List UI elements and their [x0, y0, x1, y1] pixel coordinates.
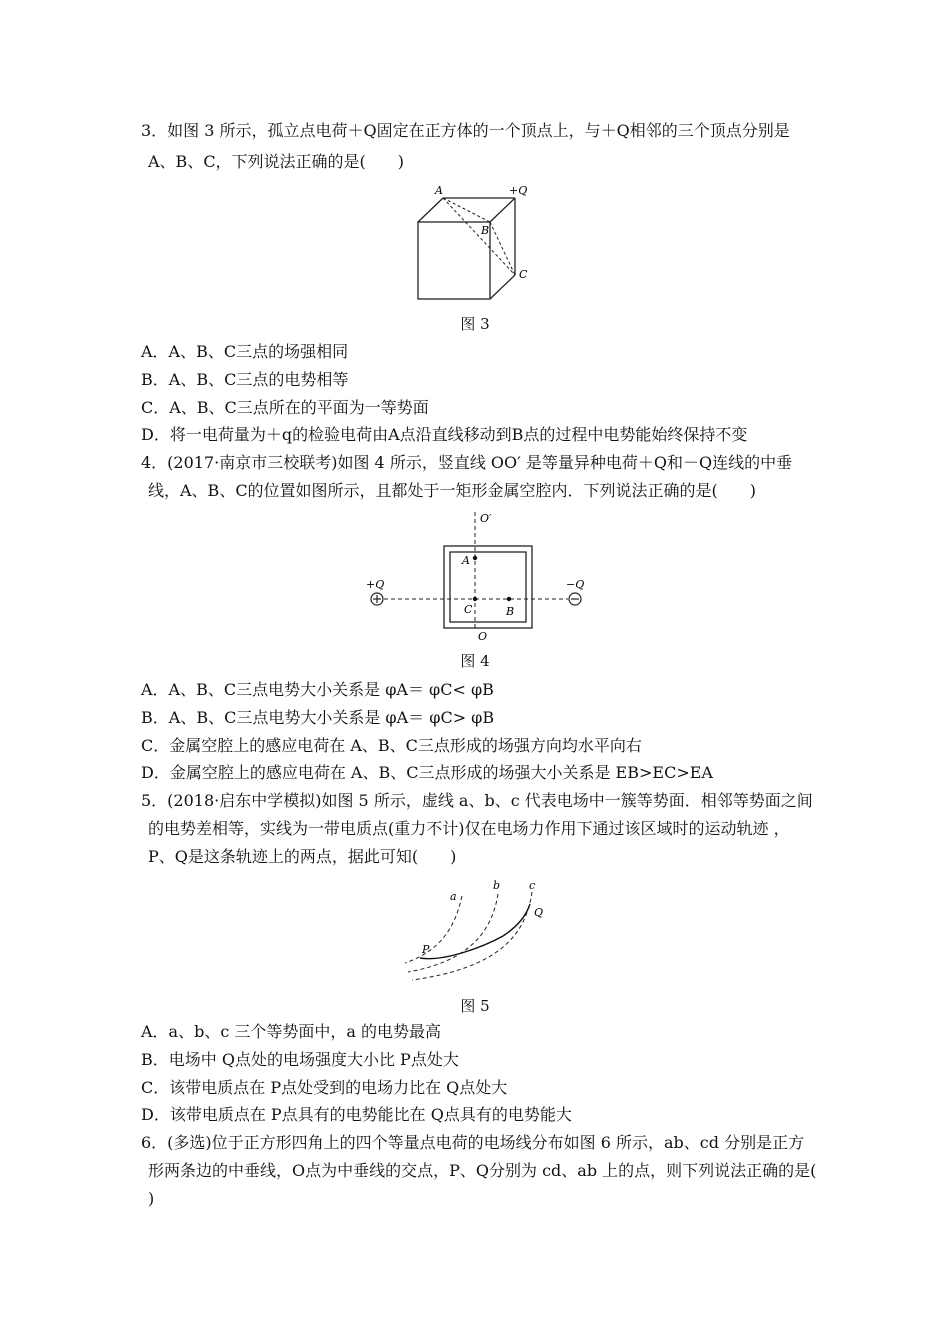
- q3-stem-line1: 3．如图 3 所示，孤立点电荷＋Q固定在正方体的一个顶点上，与＋Q相邻的三个顶点分别是: [141, 121, 790, 140]
- figure-4-cavity: [360, 508, 590, 648]
- trajectory-curve: [420, 904, 530, 959]
- fig5-label-b: b: [493, 879, 501, 892]
- figure-5-equipotentials: [400, 876, 560, 991]
- figure-4-caption: 图 4: [460, 652, 490, 670]
- fig3-label-a: A: [435, 184, 443, 197]
- q3-option-c: C．A、B、C三点所在的平面为一等势面: [141, 398, 429, 417]
- fig4-label-b: B: [506, 605, 515, 618]
- fig3-label-b: B: [481, 224, 490, 237]
- q3-stem-line2: A、B、C，下列说法正确的是( ): [148, 152, 405, 171]
- q4-option-a: A．A、B、C三点电势大小关系是 φA＝ φC< φB: [141, 680, 494, 699]
- q3-option-b: B．A、B、C三点的电势相等: [141, 370, 349, 389]
- fig4-label-o-bottom: O: [478, 630, 488, 643]
- fig3-label-q: +Q: [509, 184, 528, 197]
- figure-5-caption: 图 5: [460, 997, 490, 1015]
- q3-option-a: A．A、B、C三点的场强相同: [141, 342, 349, 361]
- fig4-label-negative-q: −Q: [566, 578, 585, 591]
- q4-option-c: C．金属空腔上的感应电荷在 A、B、C三点形成的场强方向均水平向右: [141, 736, 642, 755]
- q6-stem-line2: 形两条边的中垂线，O点为中垂线的交点，P、Q分别为 cd、ab 上的点，则下列说法正确的是(: [148, 1161, 817, 1180]
- q6-stem-line3: ): [148, 1189, 155, 1208]
- fig4-label-a: A: [462, 554, 470, 567]
- q5-option-b: B．电场中 Q点处的电场强度大小比 P点处大: [141, 1050, 459, 1069]
- fig5-label-q: Q: [534, 906, 544, 919]
- fig5-label-c: c: [529, 879, 536, 892]
- q5-stem-line3: P、Q是这条轨迹上的两点，据此可知( ): [148, 847, 457, 866]
- q5-option-a: A．a、b、c 三个等势面中，a 的电势最高: [141, 1022, 442, 1041]
- fig5-label-p: P: [422, 943, 430, 956]
- fig4-label-o-top: O′: [480, 512, 492, 525]
- q5-option-c: C．该带电质点在 P点处受到的电场力比在 Q点处大: [141, 1078, 508, 1097]
- q4-option-b: B．A、B、C三点电势大小关系是 φA＝ φC> φB: [141, 708, 495, 727]
- fig3-label-c: C: [519, 268, 528, 281]
- fig4-label-positive-q: +Q: [366, 578, 385, 591]
- q5-option-d: D．该带电质点在 P点具有的电势能比在 Q点具有的电势能大: [141, 1105, 572, 1124]
- q3-option-d: D．将一电荷量为＋q的检验电荷由A点沿直线移动到B点的过程中电势能始终保持不变: [141, 425, 748, 444]
- q4-option-d: D．金属空腔上的感应电荷在 A、B、C三点形成的场强大小关系是 EB>EC>EA: [141, 763, 713, 782]
- fig4-label-c: C: [464, 603, 473, 616]
- q5-stem-line1: 5．(2018·启东中学模拟)如图 5 所示，虚线 a、b、c 代表电场中一簇等势面．相邻等势面之间: [141, 791, 813, 810]
- q5-stem-line2: 的电势差相等，实线为一带电质点(重力不计)仅在电场力作用下通过该区域时的运动轨迹 ，: [148, 819, 790, 838]
- figure-3-caption: 图 3: [460, 315, 490, 333]
- q4-stem-line2: 线，A、B、C的位置如图所示，且都处于一矩形金属空腔内．下列说法正确的是( ): [148, 481, 757, 500]
- q6-stem-line1: 6．(多选)位于正方形四角上的四个等量点电荷的电场线分布如图 6 所示，ab、cd 分别是正方: [141, 1133, 805, 1152]
- fig5-label-a: a: [450, 890, 457, 903]
- q4-stem-line1: 4．(2017·南京市三校联考)如图 4 所示，竖直线 OO′ 是等量异种电荷＋Q和－Q连线的中垂: [141, 453, 793, 472]
- figure-3-cube: [405, 180, 545, 310]
